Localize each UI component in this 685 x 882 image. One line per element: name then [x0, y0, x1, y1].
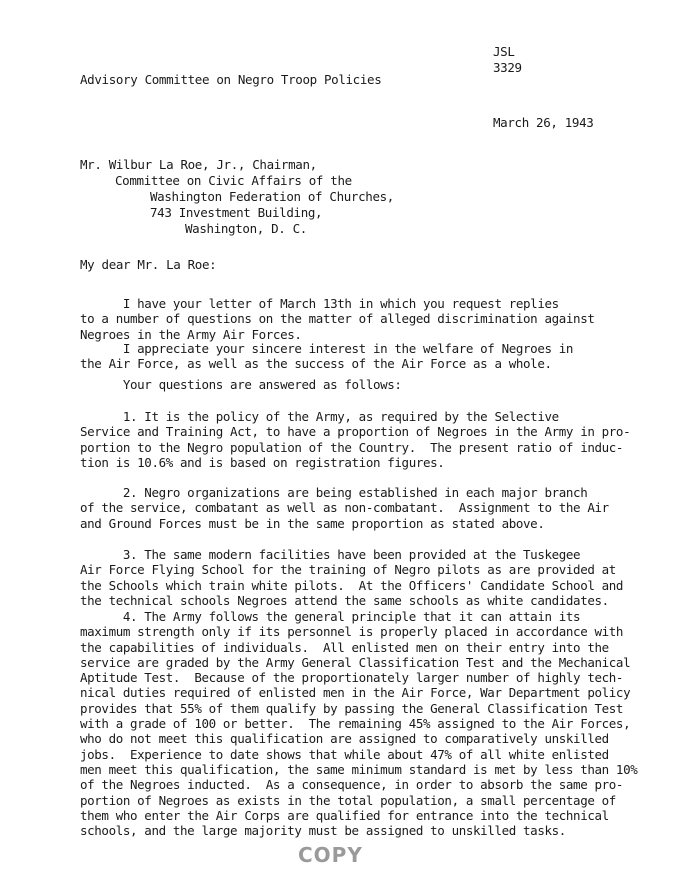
paragraph-line: portion to the Negro population of the Country. The present ratio of induc- — [80, 439, 624, 455]
from-line: Advisory Committee on Negro Troop Policies — [80, 72, 382, 87]
paragraph-line: Air Force Flying School for the training of Negro pilots as are provided at — [80, 562, 616, 578]
paragraph-line: Your questions are answered as follows: — [80, 377, 402, 392]
paragraph-6 — [80, 547, 623, 608]
paragraph-line: I appreciate your sincere interest in the welfare of Negroes in — [80, 341, 574, 356]
paragraph-line: to a number of questions on the matter of alleged discrimination against — [80, 311, 595, 327]
paragraph-2 — [80, 341, 573, 372]
paragraph-line: Aptitude Test. Because of the proportionately larger number of highly tech- — [80, 670, 624, 686]
paragraph-3 — [80, 377, 402, 392]
paragraph-line: Service and Training Act, to have a proportion of Negroes in the Army in pro- — [80, 424, 631, 440]
paragraph-line: service are graded by the Army General Classification Test and the Mechanical — [80, 654, 631, 670]
paragraph-line: the Air Force, as well as the success of the Air Force as a whole. — [80, 356, 552, 372]
paragraph-line: schools, and the large majority must be assigned to unskilled tasks. — [80, 823, 566, 839]
file-ref-line-2: 3329 — [493, 60, 522, 75]
address-line-4: 743 Investment Building, — [150, 205, 323, 220]
paragraph-line: jobs. Experience to date shows that while about 47% of all white enlisted — [80, 746, 609, 762]
paragraph-line: of the Negroes inducted. As a consequence, in order to absorb the same pro- — [80, 777, 624, 793]
paragraph-line: I have your letter of March 13th in which you request replies — [80, 296, 559, 311]
paragraph-line: Negroes in the Army Air Forces. — [80, 326, 302, 342]
paragraph-line: men meet this qualification, the same minimum standard is met by less than 10% — [80, 761, 638, 777]
address-line-2: Committee on Civic Affairs of the — [115, 173, 352, 188]
paragraph-7 — [80, 609, 637, 838]
file-ref-line-1: JSL — [493, 44, 515, 59]
address-line-3: Washington Federation of Churches, — [150, 189, 394, 204]
paragraph-line: portion of Negroes as exists in the total population, a small percentage of — [80, 792, 616, 808]
paragraph-line: tion is 10.6% and is based on registration figures. — [80, 454, 445, 470]
paragraph-line: 1. It is the policy of the Army, as required by the Selective — [80, 409, 559, 424]
address-line-5: Washington, D. C. — [185, 221, 307, 236]
paragraph-line: the technical schools Negroes attend the same schools as white candidates. — [80, 592, 609, 608]
paragraph-4 — [80, 409, 630, 470]
paragraph-line: of the service, combatant as well as non-combatant. Assignment to the Air — [80, 500, 609, 516]
salutation: My dear Mr. La Roe: — [80, 257, 217, 272]
paragraph-line: 3. The same modern facilities have been provided at the Tuskegee — [80, 547, 581, 562]
paragraph-line: with a grade of 100 or better. The remaining 45% assigned to the Air Forces, — [80, 716, 631, 732]
paragraph-line: maximum strength only if its personnel is properly placed in accordance with — [80, 624, 624, 640]
paragraph-line: the Schools which train white pilots. At the Officers' Candidate School and — [80, 577, 624, 593]
paragraph-line: who do not meet this qualification are assigned to comparatively unskilled — [80, 731, 609, 747]
paragraph-line: and Ground Forces must be in the same proportion as stated above. — [80, 515, 545, 531]
paragraph-1 — [80, 296, 595, 342]
paragraph-line: nical duties required of enlisted men in the Air Force, War Department policy — [80, 685, 631, 701]
letter-date: March 26, 1943 — [493, 115, 594, 130]
paragraph-line: the capabilities of individuals. All enlisted men on their entry into the — [80, 639, 609, 655]
paragraph-line: provides that 55% of them qualify by passing the General Classification Test — [80, 700, 624, 716]
paragraph-5 — [80, 485, 609, 531]
paragraph-line: them who enter the Air Corps are qualified for entrance into the technical — [80, 807, 609, 823]
paragraph-line: 4. The Army follows the general principle that it can attain its — [80, 609, 581, 624]
copy-stamp: COPY — [298, 843, 363, 867]
address-line-1: Mr. Wilbur La Roe, Jr., Chairman, — [80, 157, 317, 172]
paragraph-line: 2. Negro organizations are being established in each major branch — [80, 485, 588, 500]
